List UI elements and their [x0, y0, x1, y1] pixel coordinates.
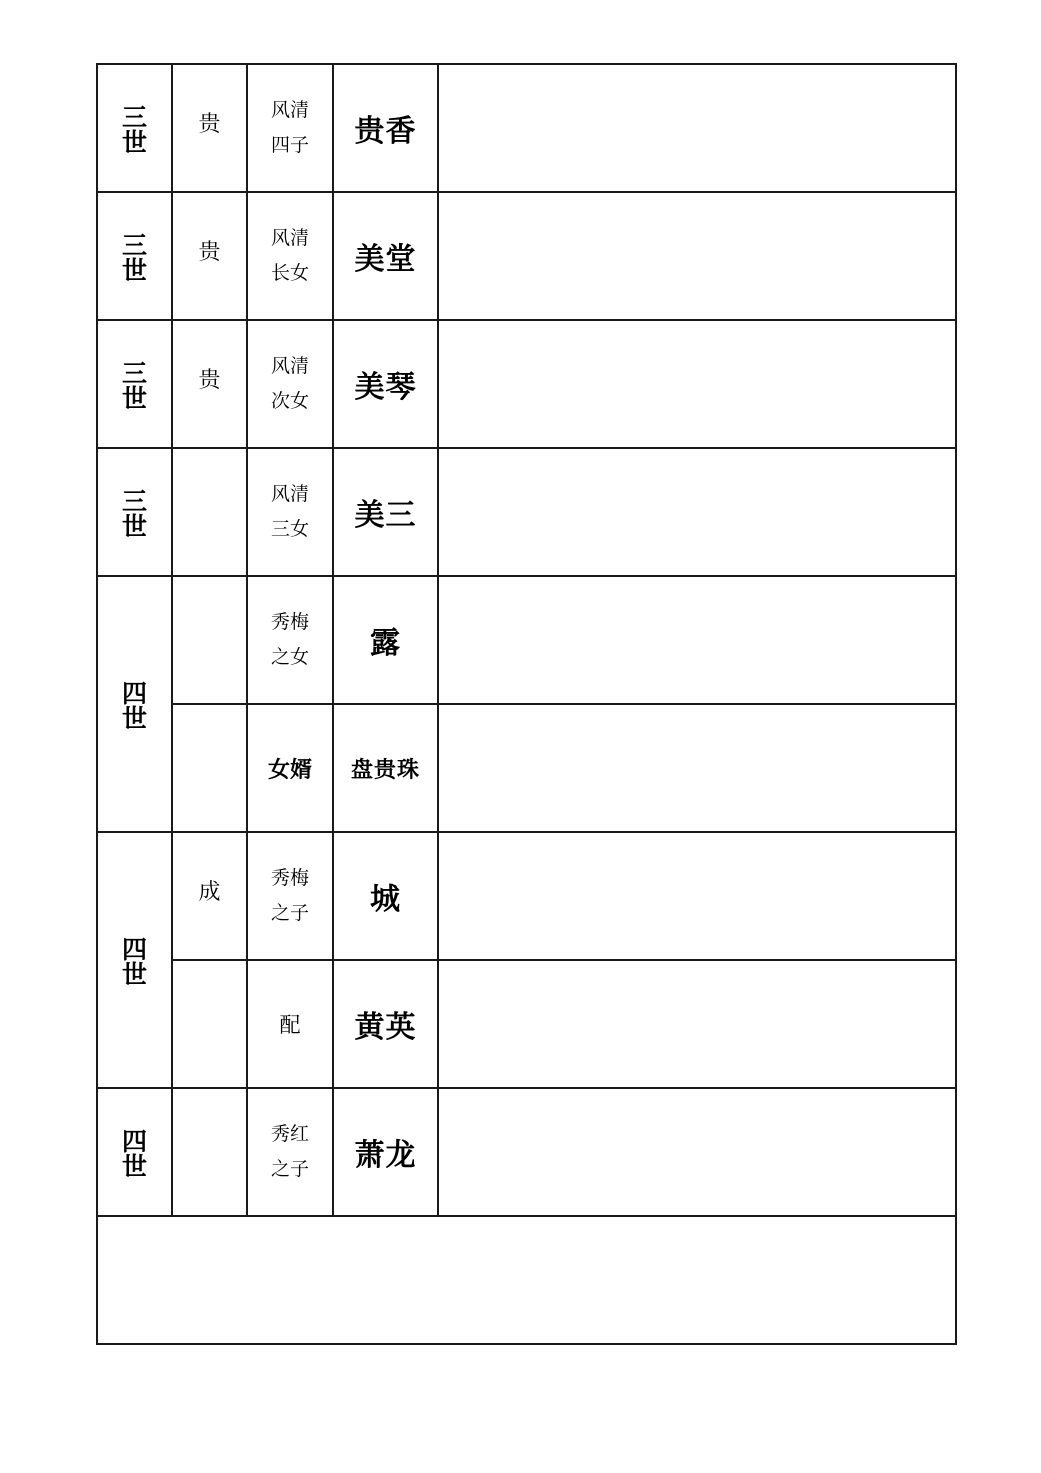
table-row [97, 1088, 956, 1216]
notes-cell [438, 704, 956, 832]
person-name: 盘贵珠 [333, 704, 438, 832]
notes-cell [438, 576, 956, 704]
genealogy-table [96, 63, 957, 1345]
generation-cell: 四 世 [97, 832, 172, 1088]
person-name: 美堂 [333, 192, 438, 320]
table-row [97, 576, 956, 704]
generation-cell: 三 世 [97, 192, 172, 320]
notes-cell [438, 448, 956, 576]
notes-cell [438, 960, 956, 1088]
table-row [97, 448, 956, 576]
table-row [97, 192, 956, 320]
table-row [97, 64, 956, 192]
person-name: 美琴 [333, 320, 438, 448]
table-row [97, 704, 956, 832]
notes-cell [438, 64, 956, 192]
footer-cell [97, 1216, 956, 1344]
rank-cell [172, 192, 247, 320]
rank-cell [172, 64, 247, 192]
person-name: 美三 [333, 448, 438, 576]
person-name: 城 [333, 832, 438, 960]
rank-char: 贵 [198, 112, 221, 137]
relation-cell: 女婿 [247, 704, 333, 832]
relation-cell: 秀梅 之女 [247, 576, 333, 704]
table-row [97, 320, 956, 448]
generation-cell: 四 世 [97, 576, 172, 832]
rank-char: 成 [198, 880, 221, 905]
rank-char: 贵 [198, 240, 221, 265]
notes-cell [438, 192, 956, 320]
person-name: 黄英 [333, 960, 438, 1088]
relation-cell: 风清 次女 [247, 320, 333, 448]
person-name: 露 [333, 576, 438, 704]
rank-cell [172, 832, 247, 960]
rank-cell [172, 448, 247, 576]
rank-cell [172, 576, 247, 704]
person-name: 贵香 [333, 64, 438, 192]
rank-cell [172, 704, 247, 832]
generation-cell: 四 世 [97, 1088, 172, 1216]
rank-cell [172, 960, 247, 1088]
rank-char: 贵 [198, 368, 221, 393]
generation-cell: 三 世 [97, 448, 172, 576]
relation-cell: 风清 四子 [247, 64, 333, 192]
relation-cell: 风清 长女 [247, 192, 333, 320]
footer-row [97, 1216, 956, 1344]
person-name: 萧龙 [333, 1088, 438, 1216]
notes-cell [438, 832, 956, 960]
notes-cell [438, 1088, 956, 1216]
rank-cell [172, 320, 247, 448]
notes-cell [438, 320, 956, 448]
rank-cell [172, 1088, 247, 1216]
relation-cell: 秀红 之子 [247, 1088, 333, 1216]
relation-cell: 风清 三女 [247, 448, 333, 576]
generation-cell: 三 世 [97, 64, 172, 192]
table-row [97, 960, 956, 1088]
generation-cell: 三 世 [97, 320, 172, 448]
relation-cell: 配 [247, 960, 333, 1088]
table-row [97, 832, 956, 960]
relation-cell: 秀梅 之子 [247, 832, 333, 960]
